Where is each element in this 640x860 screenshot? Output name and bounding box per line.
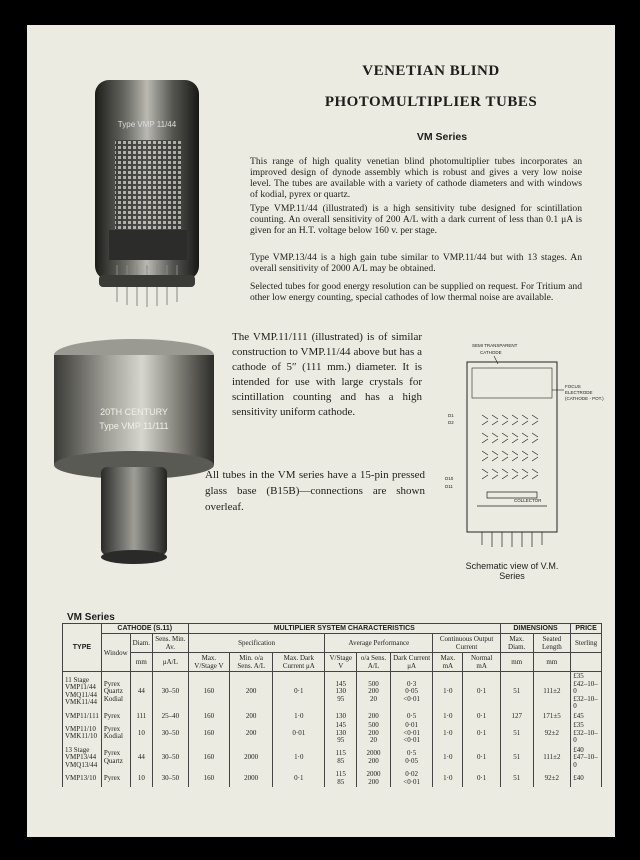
th-normal: Normal mA bbox=[463, 653, 501, 672]
cell-maxdark: 0·1 bbox=[273, 770, 325, 787]
th-dark: Dark Current μA bbox=[390, 653, 432, 672]
schematic-label-d1: D1 bbox=[448, 413, 454, 418]
schematic-label-d11: D11 bbox=[445, 484, 453, 489]
cell-normal: 0·1 bbox=[463, 672, 501, 712]
th-price: PRICE bbox=[571, 624, 602, 634]
tube-vmp11111-label-1: 20TH CENTURY bbox=[100, 407, 168, 417]
th-multiplier: MULTIPLIER SYSTEM CHARACTERISTICS bbox=[188, 624, 500, 634]
th-maxdiam: Max. Diam. bbox=[500, 634, 533, 653]
cell-type: 11 Stage VMP11/44 VMQ11/44 VMK11/44 bbox=[63, 672, 102, 712]
th-type: TYPE bbox=[63, 624, 102, 672]
spec-table bbox=[62, 623, 602, 787]
cell-maxv: 160 bbox=[188, 721, 229, 746]
th-unit-ual: μA/L bbox=[152, 653, 188, 672]
table-row bbox=[63, 712, 602, 722]
cell-price: £40 bbox=[571, 770, 602, 787]
paragraph-selected: Selected tubes for good energy resolution can be supplied on request. For Tritium and other low energy counting, special cathodes of low thermal noise are available. bbox=[250, 281, 582, 303]
cell-oasens: 2000 200 bbox=[357, 770, 391, 787]
cell-window: Pyrex Quartz bbox=[101, 746, 130, 771]
cell-oasens: 2000 200 bbox=[357, 746, 391, 771]
cell-vstage: 115 85 bbox=[325, 746, 357, 771]
th-unit-mm-2: mm bbox=[500, 653, 533, 672]
cell-max: 1·0 bbox=[433, 712, 463, 722]
cell-max: 1·0 bbox=[433, 770, 463, 787]
series-heading: VM Series bbox=[416, 131, 468, 143]
cell-maxdiam: 127 bbox=[500, 712, 533, 722]
th-cont: Continuous Output Current bbox=[433, 634, 501, 653]
cell-seated: 171±5 bbox=[533, 712, 571, 722]
th-dimensions: DIMENSIONS bbox=[500, 624, 570, 634]
cell-vstage: 130 bbox=[325, 712, 357, 722]
table-row bbox=[63, 721, 602, 746]
table-row bbox=[63, 770, 602, 787]
cell-vstage: 145 130 95 bbox=[325, 721, 357, 746]
tube-vmp11111-photo bbox=[49, 337, 219, 567]
schematic-label-d10: D10 bbox=[445, 476, 454, 481]
cell-type: VMP13/10 bbox=[63, 770, 102, 787]
schematic-label-electrode: ELECTRODE bbox=[565, 390, 593, 395]
cell-maxdiam: 51 bbox=[500, 746, 533, 771]
schematic-label-cathode-pot: (CATHODE - POT.) bbox=[565, 396, 604, 401]
cell-normal: 0·1 bbox=[463, 721, 501, 746]
th-unit-mm: mm bbox=[130, 653, 152, 672]
cell-oasens: 500 200 20 bbox=[357, 672, 391, 712]
cell-window: Pyrex Kodial bbox=[101, 721, 130, 746]
cell-sens: 30–50 bbox=[152, 721, 188, 746]
cell-maxdiam: 51 bbox=[500, 672, 533, 712]
th-cathode: CATHODE (S.11) bbox=[101, 624, 188, 634]
cell-minsens: 2000 bbox=[230, 746, 273, 771]
th-minsens: Min. o/a Sens. A/L bbox=[230, 653, 273, 672]
cell-vstage: 145 130 95 bbox=[325, 672, 357, 712]
schematic-label-collector: COLLECTOR bbox=[514, 498, 542, 503]
th-unit-mm-3: mm bbox=[533, 653, 571, 672]
table-row bbox=[63, 672, 602, 712]
document-page bbox=[27, 25, 615, 837]
th-sterling: Sterling bbox=[571, 634, 602, 653]
cell-maxdiam: 51 bbox=[500, 770, 533, 787]
cell-max: 1·0 bbox=[433, 746, 463, 771]
cell-diam: 10 bbox=[130, 721, 152, 746]
cell-diam: 44 bbox=[130, 746, 152, 771]
cell-maxdark: 1·0 bbox=[273, 746, 325, 771]
cell-dark: 0·02 <0·01 bbox=[390, 770, 432, 787]
cell-maxv: 160 bbox=[188, 746, 229, 771]
cell-dark: 0·5 bbox=[390, 712, 432, 722]
cell-maxdark: 0·01 bbox=[273, 721, 325, 746]
cell-minsens: 200 bbox=[230, 712, 273, 722]
th-spec: Specification bbox=[188, 634, 325, 653]
cell-seated: 92±2 bbox=[533, 721, 571, 746]
th-maxdark: Max. Dark Current μA bbox=[273, 653, 325, 672]
schematic-label-d2: D2 bbox=[448, 420, 454, 425]
cell-dark: 0·01 <0·01 <0·01 bbox=[390, 721, 432, 746]
th-diam: Diam. bbox=[130, 634, 152, 653]
cell-maxv: 160 bbox=[188, 672, 229, 712]
cell-maxv: 160 bbox=[188, 770, 229, 787]
cell-normal: 0·1 bbox=[463, 746, 501, 771]
cell-price: £35 £32–10–0 bbox=[571, 721, 602, 746]
paragraph-vmp1344: Type VMP.13/44 is a high gain tube similar to VMP.11/44 but with 13 stages. An overall sensitivity of 2000 A/L may be obtained. bbox=[250, 252, 582, 274]
cell-maxdark: 1·0 bbox=[273, 712, 325, 722]
cell-seated: 92±2 bbox=[533, 770, 571, 787]
cell-diam: 111 bbox=[130, 712, 152, 722]
cell-type: VMP11/111 bbox=[63, 712, 102, 722]
cell-window: Pyrex bbox=[101, 712, 130, 722]
cell-price: £35 £42–10–0 £32–10–0 bbox=[571, 672, 602, 712]
th-sens: Sens. Min. Av. bbox=[152, 634, 188, 653]
th-maxv: Max. V/Stage V bbox=[188, 653, 229, 672]
cell-sens: 25–40 bbox=[152, 712, 188, 722]
th-window: Window bbox=[101, 634, 130, 672]
cell-minsens: 2000 bbox=[230, 770, 273, 787]
cell-sens: 30–50 bbox=[152, 746, 188, 771]
cell-sens: 30–50 bbox=[152, 770, 188, 787]
cell-dark: 0·3 0·05 <0·01 bbox=[390, 672, 432, 712]
title-line-1: VENETIAN BLIND bbox=[362, 63, 500, 79]
cell-normal: 0·1 bbox=[463, 712, 501, 722]
table-row bbox=[63, 746, 602, 771]
paragraph-base: All tubes in the VM series have a 15-pin pressed glass base (B15B)—connections are shown overleaf. bbox=[205, 469, 425, 513]
cell-vstage: 115 85 bbox=[325, 770, 357, 787]
cell-maxdark: 0·1 bbox=[273, 672, 325, 712]
tube-vmp1144-label: Type VMP 11/44 bbox=[117, 120, 177, 129]
schematic-label-semi: SEMI TRANSPARENT bbox=[472, 343, 518, 348]
cell-max: 1·0 bbox=[433, 672, 463, 712]
cell-seated: 111±2 bbox=[533, 672, 571, 712]
cell-window: Pyrex Quartz Kodial bbox=[101, 672, 130, 712]
schematic-diagram bbox=[432, 340, 612, 560]
title-line-2: PHOTOMULTIPLIER TUBES bbox=[324, 94, 538, 110]
tube-vmp1144-photo bbox=[87, 70, 207, 325]
cell-window: Pyrex bbox=[101, 770, 130, 787]
th-vstage: V/Stage V bbox=[325, 653, 357, 672]
cell-normal: 0·1 bbox=[463, 770, 501, 787]
cell-price: £45 bbox=[571, 712, 602, 722]
cell-oasens: 200 bbox=[357, 712, 391, 722]
table-label: VM Series bbox=[67, 612, 115, 623]
cell-diam: 10 bbox=[130, 770, 152, 787]
cell-price: £40 £47–10–0 bbox=[571, 746, 602, 771]
th-oasens: o/a Sens. A/L bbox=[357, 653, 391, 672]
cell-diam: 44 bbox=[130, 672, 152, 712]
th-seated: Seated Length bbox=[533, 634, 571, 653]
th-avg: Average Performance bbox=[325, 634, 433, 653]
paragraph-vmp11111: The VMP.11/111 (illustrated) is of similar construction to VMP.11/44 above but has a cathode of 5″ (111 mm.) diameter. It is intended for use with large crystals for scintillation counting and has a high sensitivity uniform cathode. bbox=[232, 331, 422, 418]
th-max: Max. mA bbox=[433, 653, 463, 672]
spec-table-body bbox=[63, 672, 602, 788]
cell-oasens: 500 200 20 bbox=[357, 721, 391, 746]
cell-sens: 30–50 bbox=[152, 672, 188, 712]
cell-type: 13 Stage VMP13/44 VMQ13/44 bbox=[63, 746, 102, 771]
cell-type: VMP11/10 VMK11/10 bbox=[63, 721, 102, 746]
cell-minsens: 200 bbox=[230, 721, 273, 746]
cell-minsens: 200 bbox=[230, 672, 273, 712]
paragraph-intro: This range of high quality venetian blind photomultiplier tubes incorporates an improved design of dynode assembly which is robust and gives a very low noise level. The tubes are available with a variety of cathode diameters and with windows of kodial, pyrex or quartz. bbox=[250, 156, 582, 200]
paragraph-vmp1144: Type VMP.11/44 (illustrated) is a high sensitivity tube designed for scintillation counting. An overall sensitivity of 200 A/L with a dark current of less than 0.1 μA is given for an H.T. voltage below 160 v. per stage. bbox=[250, 203, 582, 236]
schematic-label-cathode: CATHODE bbox=[480, 350, 502, 355]
schematic-caption: Schematic view of V.M. Series bbox=[465, 561, 559, 581]
schematic-label-focus: FOCUS bbox=[565, 384, 581, 389]
cell-seated: 111±2 bbox=[533, 746, 571, 771]
th-empty bbox=[571, 653, 602, 672]
cell-dark: 0·5 0·05 bbox=[390, 746, 432, 771]
cell-maxv: 160 bbox=[188, 712, 229, 722]
cell-max: 1·0 bbox=[433, 721, 463, 746]
cell-maxdiam: 51 bbox=[500, 721, 533, 746]
tube-vmp11111-label-2: Type VMP 11/111 bbox=[99, 421, 169, 431]
